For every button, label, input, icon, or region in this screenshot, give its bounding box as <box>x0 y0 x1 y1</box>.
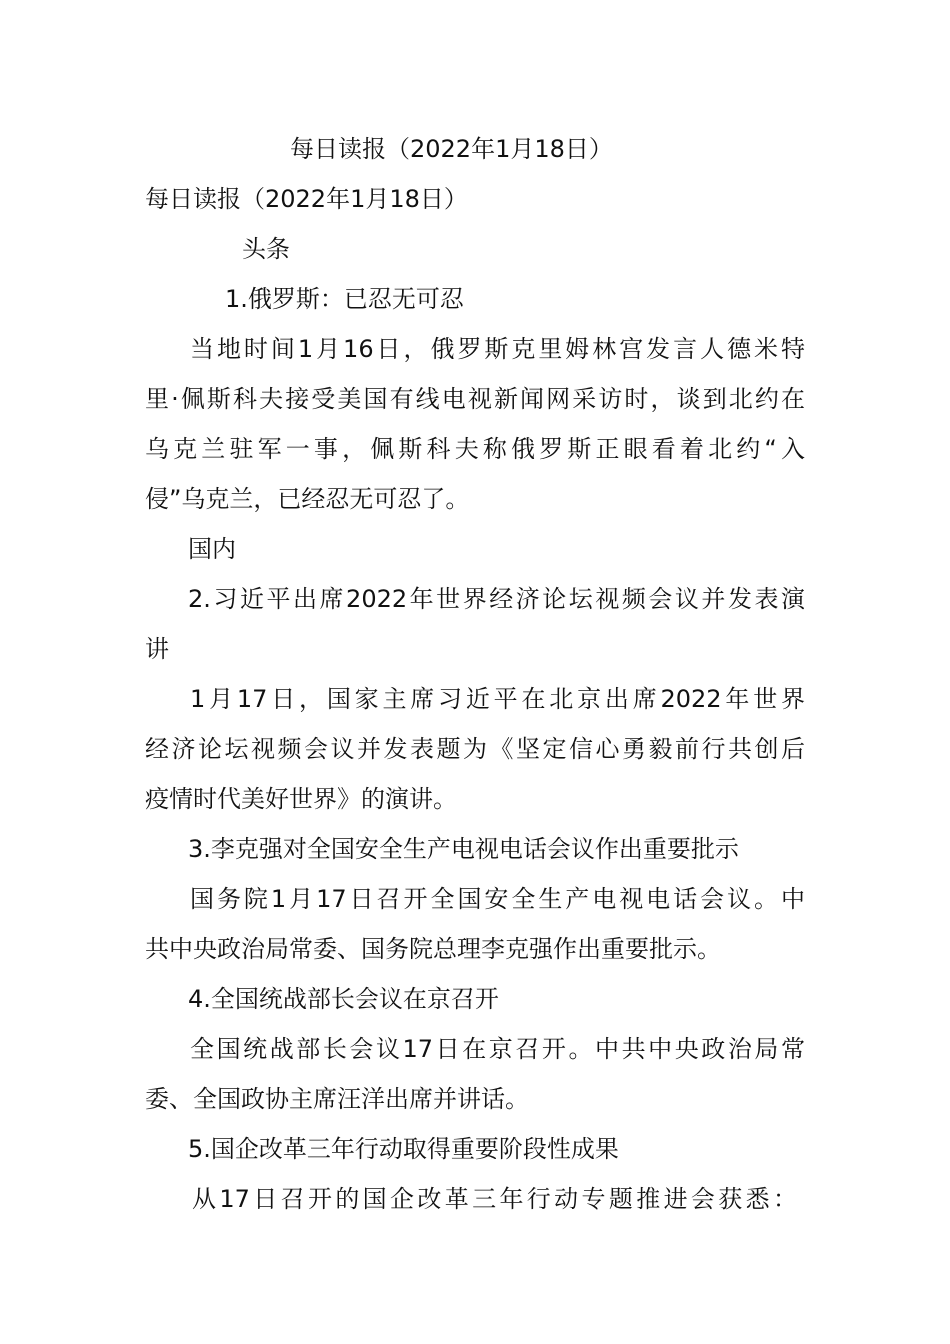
item3-body-line: 国务院1月17日召开全国安全生产电视电话会议。中 <box>190 885 805 913</box>
item2-body-line: 经济论坛视频会议并发表题为《坚定信心勇毅前行共创后 <box>145 735 805 763</box>
item2-title-continued: 讲 <box>145 635 169 663</box>
item5-title: 5.国企改革三年行动取得重要阶段性成果 <box>188 1135 619 1163</box>
page-title: 每日读报（2022年1月18日） <box>290 135 613 163</box>
item4-title: 4.全国统战部长会议在京召开 <box>188 985 499 1013</box>
item2-title: 2.习近平出席2022年世界经济论坛视频会议并发表演 <box>188 585 805 613</box>
item1-body-line: 当地时间1月16日，俄罗斯克里姆林宫发言人德米特 <box>190 335 805 363</box>
item1-body-line: 里·佩斯科夫接受美国有线电视新闻网采访时，谈到北约在 <box>145 385 805 413</box>
item1-title: 1.俄罗斯：已忍无可忍 <box>225 285 464 313</box>
section-headline: 头条 <box>242 235 290 263</box>
item2-body-line: 疫情时代美好世界》的演讲。 <box>145 785 457 813</box>
item1-body-line: 乌克兰驻军一事，佩斯科夫称俄罗斯正眼看着北约“入 <box>145 435 805 463</box>
document-subtitle: 每日读报（2022年1月18日） <box>145 185 468 213</box>
section-domestic: 国内 <box>188 535 236 563</box>
item4-body-line: 委、全国政协主席汪洋出席并讲话。 <box>145 1085 529 1113</box>
item1-body-line: 侵”乌克兰，已经忍无可忍了。 <box>145 485 470 513</box>
item3-title: 3.李克强对全国安全生产电视电话会议作出重要批示 <box>188 835 739 863</box>
item4-body-line: 全国统战部长会议17日在京召开。中共中央政治局常 <box>190 1035 805 1063</box>
item2-body-line: 1月17日，国家主席习近平在北京出席2022年世界 <box>190 685 805 713</box>
item5-body-line: 从17日召开的国企改革三年行动专题推进会获悉： <box>192 1185 797 1213</box>
item3-body-line: 共中央政治局常委、国务院总理李克强作出重要批示。 <box>145 935 721 963</box>
